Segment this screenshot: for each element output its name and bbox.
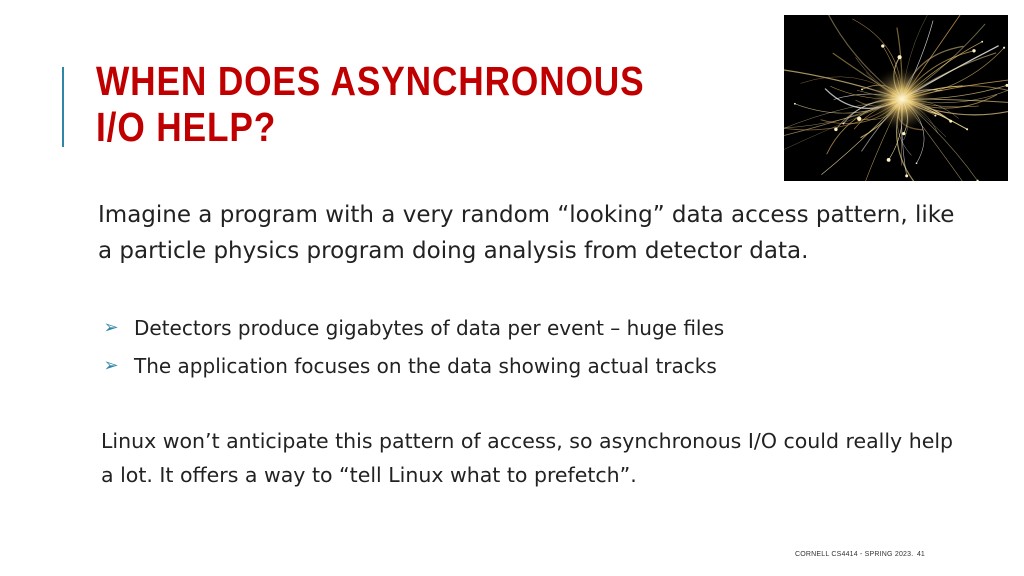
particle-hit [794, 103, 796, 105]
bullet-text: The application focuses on the data showing actual tracks [134, 354, 717, 378]
particle-hit [981, 41, 983, 43]
particle-collision-image [784, 15, 1008, 181]
slide-title-line-2: I/O HELP? [96, 104, 277, 150]
particle-hit [842, 122, 844, 124]
collision-core [868, 65, 936, 133]
particle-hit [934, 115, 936, 117]
bullet-item [100, 347, 960, 385]
particle-hit [857, 117, 861, 121]
slide-body-paragraph: Imagine a program with a very random “looking” data access pattern, like a particle physics program doing analysis from detector data. [98, 202, 955, 264]
slide-title-line-1: WHEN DOES ASYNCHRONOUS [96, 58, 645, 104]
particle-hit [949, 120, 952, 123]
footer-course-label: CORNELL CS4414 - SPRING 2023. [795, 551, 914, 558]
slide-page-number: 41 [917, 551, 925, 558]
particle-hit [1003, 47, 1005, 49]
particle-hit [887, 158, 891, 162]
particle-hit [881, 44, 884, 47]
particle-hit [905, 174, 908, 177]
particle-hit [902, 132, 905, 135]
particle-hit [898, 55, 902, 59]
bullet-item [100, 309, 960, 347]
particle-tracks-graphic [784, 15, 1008, 181]
particle-hit [861, 88, 863, 90]
arrow-bullet-icon: ➢ [103, 317, 119, 338]
title-accent-line [62, 67, 64, 147]
slide-note-paragraph: Linux won’t anticipate this pattern of access, so asynchronous I/O could really help a lot. It offers a way to “tell Linux what to prefetch”. [101, 429, 954, 487]
particle-hit [966, 128, 968, 130]
particle-hit [972, 49, 975, 52]
particle-hit [834, 128, 837, 131]
slide-title [96, 58, 664, 150]
bullet-list [100, 309, 960, 385]
particle-hit [916, 162, 918, 164]
arrow-bullet-icon: ➢ [103, 355, 119, 376]
bullet-text: Detectors produce gigabytes of data per event – huge files [134, 316, 725, 340]
